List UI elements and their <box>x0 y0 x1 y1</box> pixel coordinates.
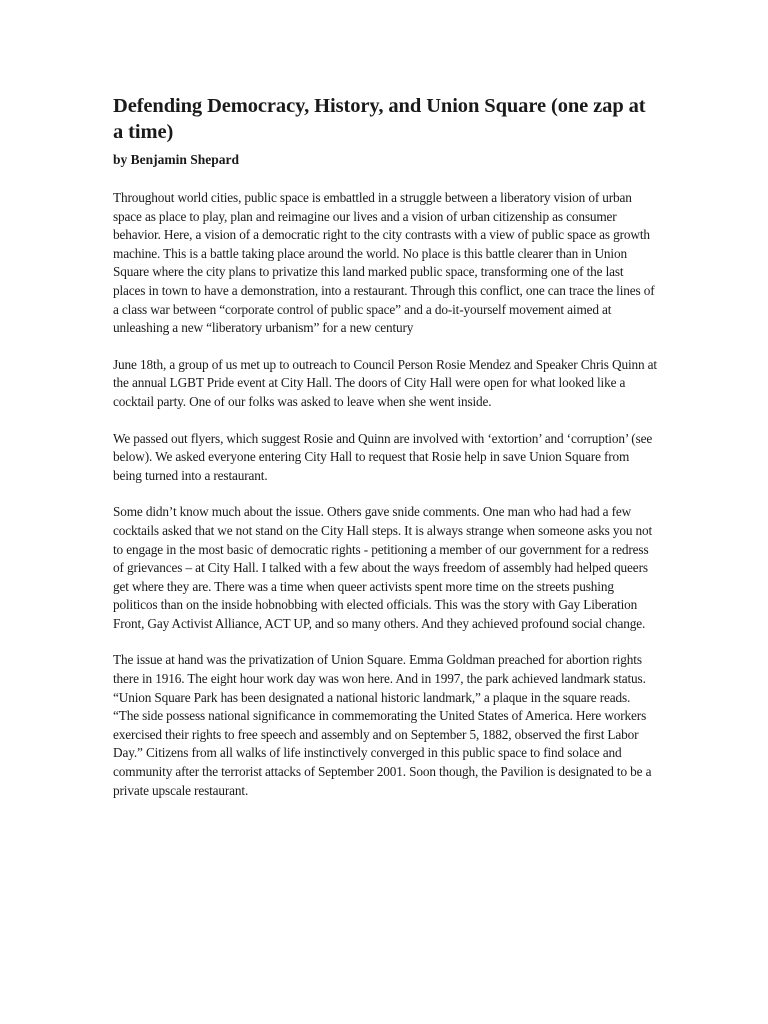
paragraph-reactions: Some didn’t know much about the issue. Others gave snide comments. One man who had had a few cocktails asked that we not stand on the City Hall steps. It is always strange when someone asks you not to engage in the most basic of democratic rights - petitioning a member of our government for a redress of grievances – at City Hall. I talked with a few about the ways freedom of assembly had helped queers get where they are. There was a time when queer activists spent more time on the streets pushing politicos than on the inside hobnobbing with elected officials. This was the story with Gay Liberation Front, Gay Activist Alliance, ACT UP, and so many others. And they achieved profound social change. <box>113 504 653 631</box>
article-title: Defending Democracy, History, and Union Square (one zap at a time) <box>113 95 646 143</box>
paragraph-intro: Throughout world cities, public space is embattled in a struggle between a liberatory vision of urban space as place to play, plan and reimagine our lives and a vision of urban citizenship as consumer behavior. Here, a vision of a democratic right to the city contrasts with a view of public space as growth machine. This is a battle taking place around the world. No place is this battle clearer than in Union Square where the city plans to privatize this land marked public space, transforming one of the last places in town to have a demonstration, into a restaurant. Through this conflict, one can trace the lines of a class war between “corporate control of public space” and a do-it-yourself movement aimed at unleashing a new “liberatory urbanism” for a new century <box>113 190 655 336</box>
paragraph-flyers: We passed out flyers, which suggest Rosie and Quinn are involved with ‘extortion’ and ‘corruption’ (see below). We asked everyone entering City Hall to request that Rosie help in save Union Square from being turned into a restaurant. <box>113 430 653 483</box>
paragraph-june-18th: June 18th, a group of us met up to outreach to Council Person Rosie Mendez and Speaker Chris Quinn at the annual LGBT Pride event at City Hall. The doors of City Hall were open for what looked like a cocktail party. One of our folks was asked to leave when she went inside. <box>113 356 657 409</box>
paragraph-union-square-history: The issue at hand was the privatization of Union Square. Emma Goldman preached for abortion rights there in 1916. The eight hour work day was won here. And in 1997, the park achieved landmark status. “Union Square Park has been designated a national historic landmark,” a plaque in the square reads. “The side possess national significance in commemorating the United States of America. Here workers exercised their rights to free speech and assembly and on September 5, 1882, observed the first Labor Day.” Citizens from all walks of life instinctively converged in this public space to find solace and community after the terrorist attacks of September 2001. Soon though, the Pavilion is designated to be a private upscale restaurant. <box>113 652 652 798</box>
article-byline: by Benjamin Shepard <box>113 152 240 167</box>
article <box>113 93 658 800</box>
